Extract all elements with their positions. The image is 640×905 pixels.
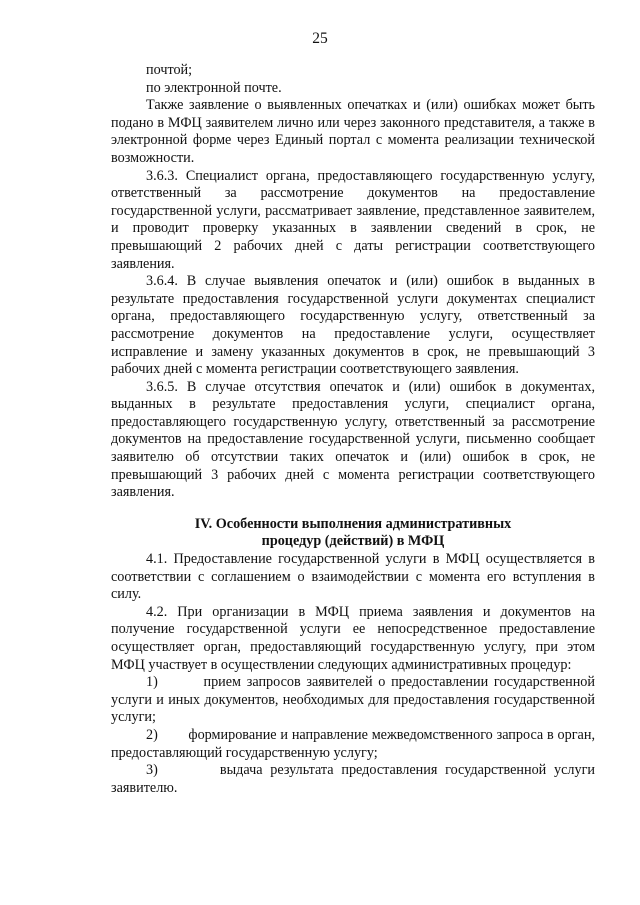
paragraph-3-6-4: 3.6.4. В случае выявления опечаток и (или) ошибок в выданных в результате предоставления государственной услуги документах специалист органа, предоставляющего государственную услугу, ответственный за рассмотрение документов на предоставление услуги, осуществляет исправление и замену указанных документов в срок, не превышающий 3 рабочих дней с момента регистрации соответствующего заявления. <box>111 273 595 378</box>
list-item-2: 2) формирование и направление межведомственного запроса в орган, предоставляющий государственную услугу; <box>111 726 599 761</box>
paragraph-3-6-3: 3.6.3. Специалист органа, предоставляющего государственную услугу, ответственный за рассмотрение документов на предоставление государственной услуги, рассматривает заявление, представленное заявителем, и проводит проверку указанных в заявлении сведений в срок, не превышающий 2 рабочих дней с даты регистрации соответствующего заявления. <box>111 167 595 272</box>
paragraph-3-6-5: 3.6.5. В случае отсутствия опечаток и (или) ошибок в документах, выданных в результате предоставления услуги, специалист органа, предоставляющего государственную услугу, ответственный за рассмотрение документов на предоставление государственной услуги, письменно сообщает заявителю об отсутствии таких опечаток и (или) ошибок в срок, не превышающий 3 рабочих дней с момента регистрации соответствующего заявления. <box>111 378 595 501</box>
section-heading-line-1: IV. Особенности выполнения административных <box>194 515 512 532</box>
paragraph: Также заявление о выявленных опечатках и (или) ошибках может быть подано в МФЦ заявителем лично или через законного представителя, а также в электронной форме через Единый портал с момента реализации технической возможности. <box>111 97 595 166</box>
section-heading-line-2: процедур (действий) в МФЦ <box>261 533 445 550</box>
paragraph: почтой; <box>146 62 193 78</box>
paragraph-4-2: 4.2. При организации в МФЦ приема заявления и документов на получение государственной услуги ее непосредственное предоставление осуществляет орган, предоставляющий государственную услугу, при этом МФЦ участвует в осуществлении следующих административных процедур: <box>111 603 595 673</box>
list-item-1: 1) прием запросов заявителей о предоставлении государственной услуги и иных документов, необходимых для предоставления государственной услуги; <box>111 674 599 726</box>
paragraph-4-1: 4.1. Предоставление государственной услуги в МФЦ осуществляется в соответствии с соглашением о взаимодействии с момента его вступления в силу. <box>111 551 595 603</box>
page-number: 25 <box>312 30 328 47</box>
section-heading <box>111 516 595 551</box>
document-body <box>111 62 599 797</box>
paragraph: по электронной почте. <box>146 79 282 96</box>
list-item-3: 3) выдача результата предоставления государственной услуги заявителю. <box>111 762 599 796</box>
